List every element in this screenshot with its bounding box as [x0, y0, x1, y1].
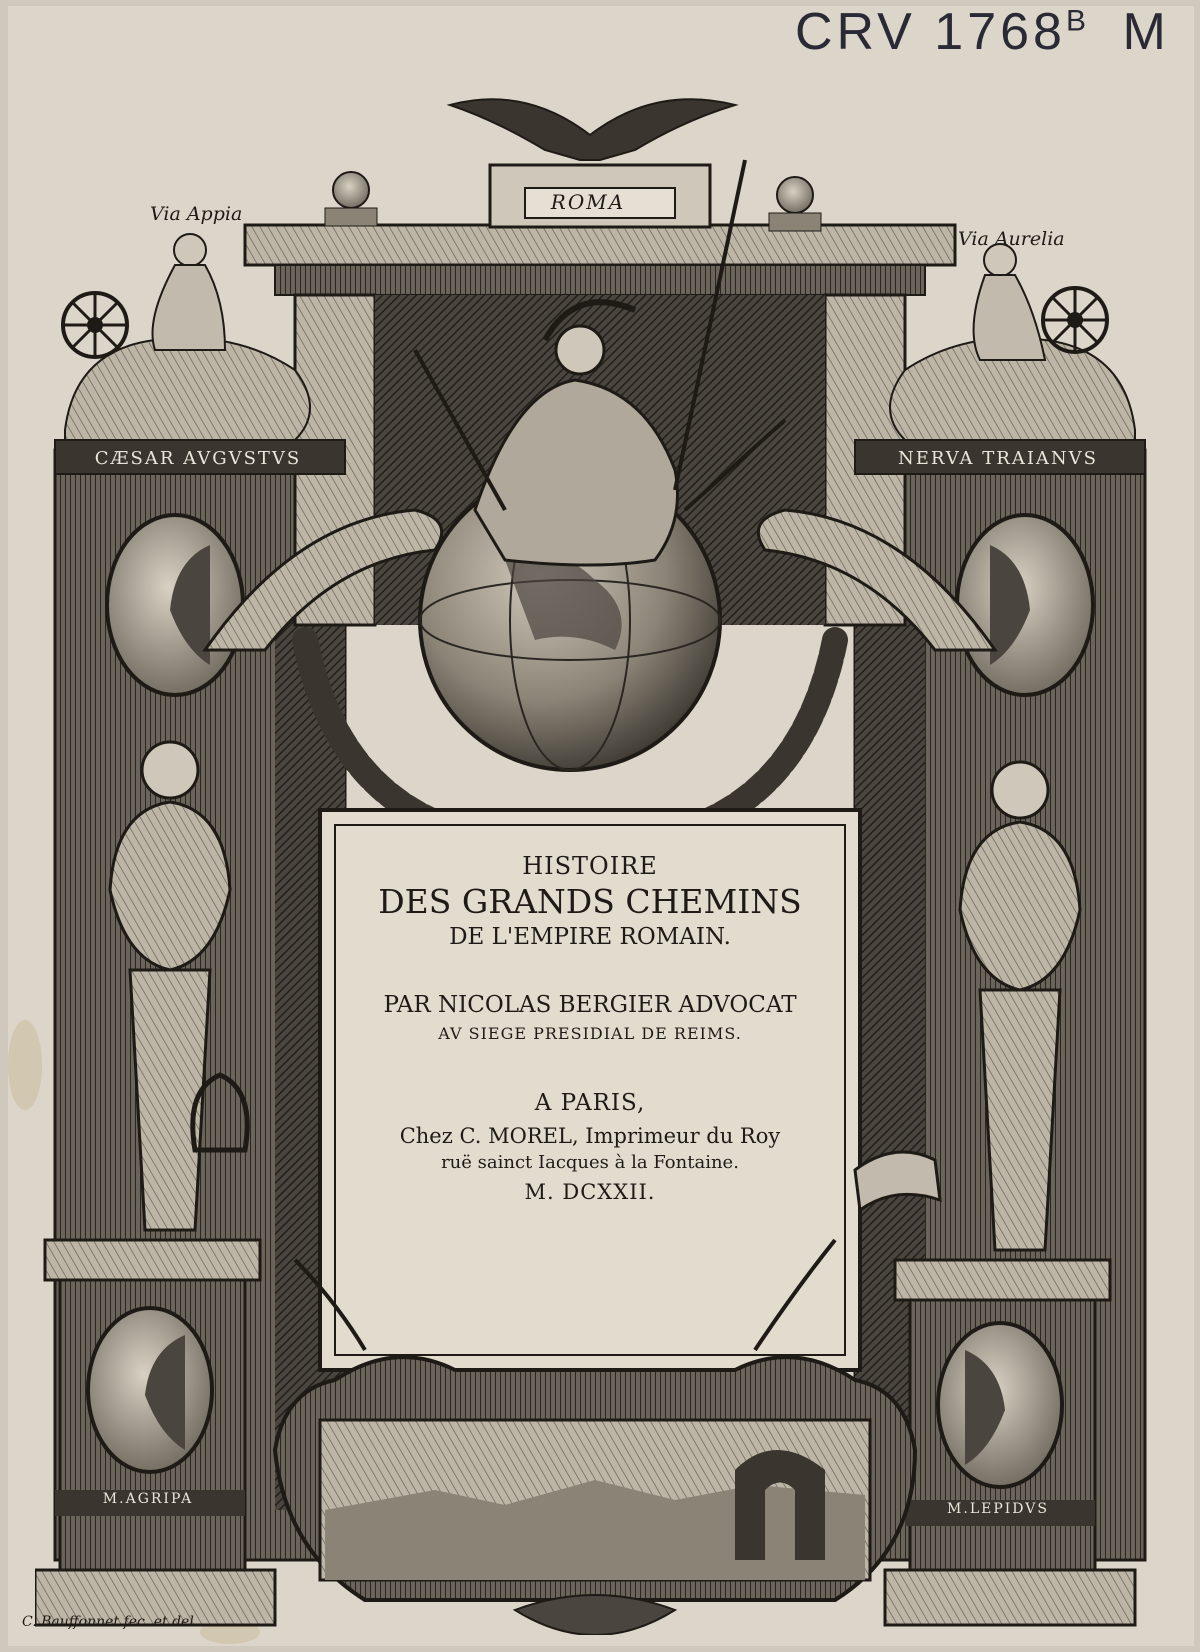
right-orb	[777, 177, 813, 213]
imprint-printer: Chez C. MOREL, Imprimeur du Roy	[399, 1124, 781, 1148]
via-appia-label: Via Appia	[150, 203, 243, 225]
top-cornice	[245, 225, 955, 265]
shelfmark	[795, 2, 1170, 62]
frieze	[275, 265, 925, 295]
author-line-1: PAR NICOLAS BERGIER ADVOCAT	[383, 992, 797, 1018]
right-base	[885, 1570, 1135, 1625]
caesar-augustus-label: CÆSAR AVGVSTVS	[94, 448, 302, 469]
shelfmark-text: CRV 1768	[795, 3, 1066, 61]
title-line-2: DES GRANDS CHEMINS	[378, 882, 802, 921]
title-line-3: DE L'EMPIRE ROMAIN.	[449, 924, 731, 950]
helmeted-head	[556, 326, 604, 374]
right-pedestal-cap	[895, 1260, 1110, 1300]
imprint-year: M. DCXXII.	[524, 1180, 656, 1204]
orb-base	[325, 208, 377, 226]
title-line-1: HISTOIRE	[522, 852, 658, 880]
left-pedestal-cap	[45, 1240, 260, 1280]
author-line-2: AV SIEGE PRESIDIAL DE REIMS.	[438, 1024, 742, 1043]
eagle	[450, 99, 735, 160]
engraver-signature: C. Bauffonnet fec. et del.	[22, 1614, 199, 1630]
shelfmark-letter: M	[1122, 3, 1170, 61]
lepidus-label: M.LEPIDVS	[947, 1501, 1049, 1517]
agripa-label: M.AGRIPA	[102, 1491, 194, 1507]
imprint-place: A PARIS,	[534, 1090, 646, 1116]
title-block	[330, 842, 850, 1282]
via-aurelia-figure	[890, 244, 1135, 440]
roma-label: ROMA	[550, 190, 626, 214]
shelfmark-sup: B	[1065, 4, 1090, 38]
via-aurelia-label: Via Aurelia	[958, 228, 1065, 250]
orb-base	[769, 213, 821, 231]
left-orb	[333, 172, 369, 208]
imprint-address: ruë sainct Iacques à la Fontaine.	[441, 1152, 739, 1173]
nerva-traianus-label: NERVA TRAIANVS	[897, 448, 1099, 469]
